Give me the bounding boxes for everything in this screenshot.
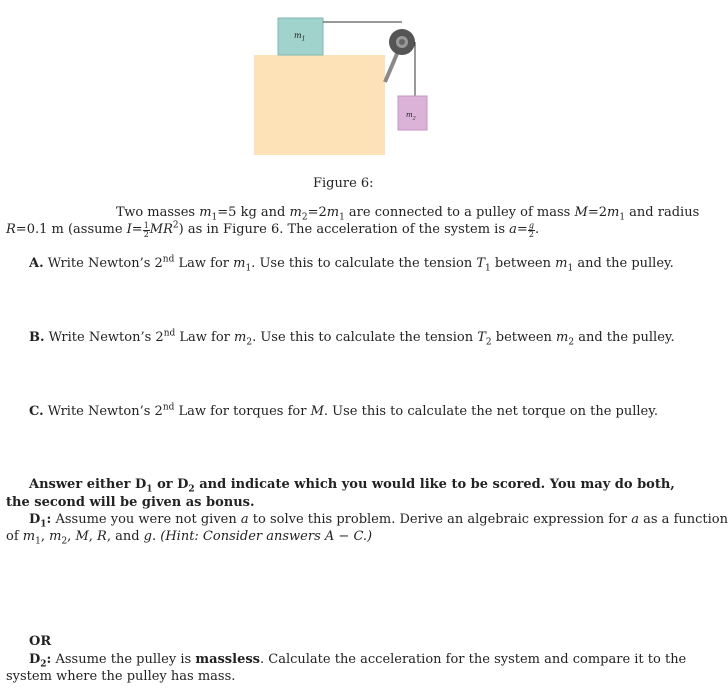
intro-line-1: Two masses $m_1=5$ kg and $m_2=2m_1$ are connected to a pulley of mass $M=2m_1$ and radius [116,205,700,223]
question-d2-line-2: system where the pulley has mass. [6,669,236,684]
question-d1-line-2: of $m_1$, $m_2$, M, R, and g. (Hint: Consider answers A − C.) [6,529,373,547]
question-c: C. Write Newton’s 2nd Law for torques for M. Use this to calculate the net torque on the pulley. [29,402,659,419]
question-d2-line-1: $D_2$: Assume the pulley is massless. Calculate the acceleration for the system and compare it to the [29,652,687,670]
figure-caption: Figure 6: [313,176,374,191]
question-a: A. Write Newton’s 2nd Law for $m_1$. Use this to calculate the tension $T_1$ between $m_1$ and the pulley. [29,254,674,274]
or-separator: OR [29,634,52,649]
question-d1-line-1: $D_1$: Assume you were not given a to solve this problem. Derive an algebraic expression for a as a function [29,512,728,530]
figure [240,10,440,160]
question-b: B. Write Newton’s 2nd Law for $m_2$. Use this to calculate the tension $T_2$ between $m_2$ and the pulley. [29,328,675,348]
table-block [254,55,385,155]
pulley-diagram [240,10,440,160]
answer-instructions-line-1: Answer either $D_1$ or $D_2$ and indicate which you would like to be scored. You may do both, [29,477,675,495]
mass1-label: $m_1$ [294,31,306,43]
answer-instructions-line-2: the second will be given as bonus. [6,495,255,510]
intro-line-2: R=0.1 m (assume I= $\frac{1}{2}$ $MR^2$) as in Figure 6. The acceleration of the system is a= $\frac{g}{2}$ . [6,220,540,239]
mass2-label: $m_2$ [406,111,416,122]
